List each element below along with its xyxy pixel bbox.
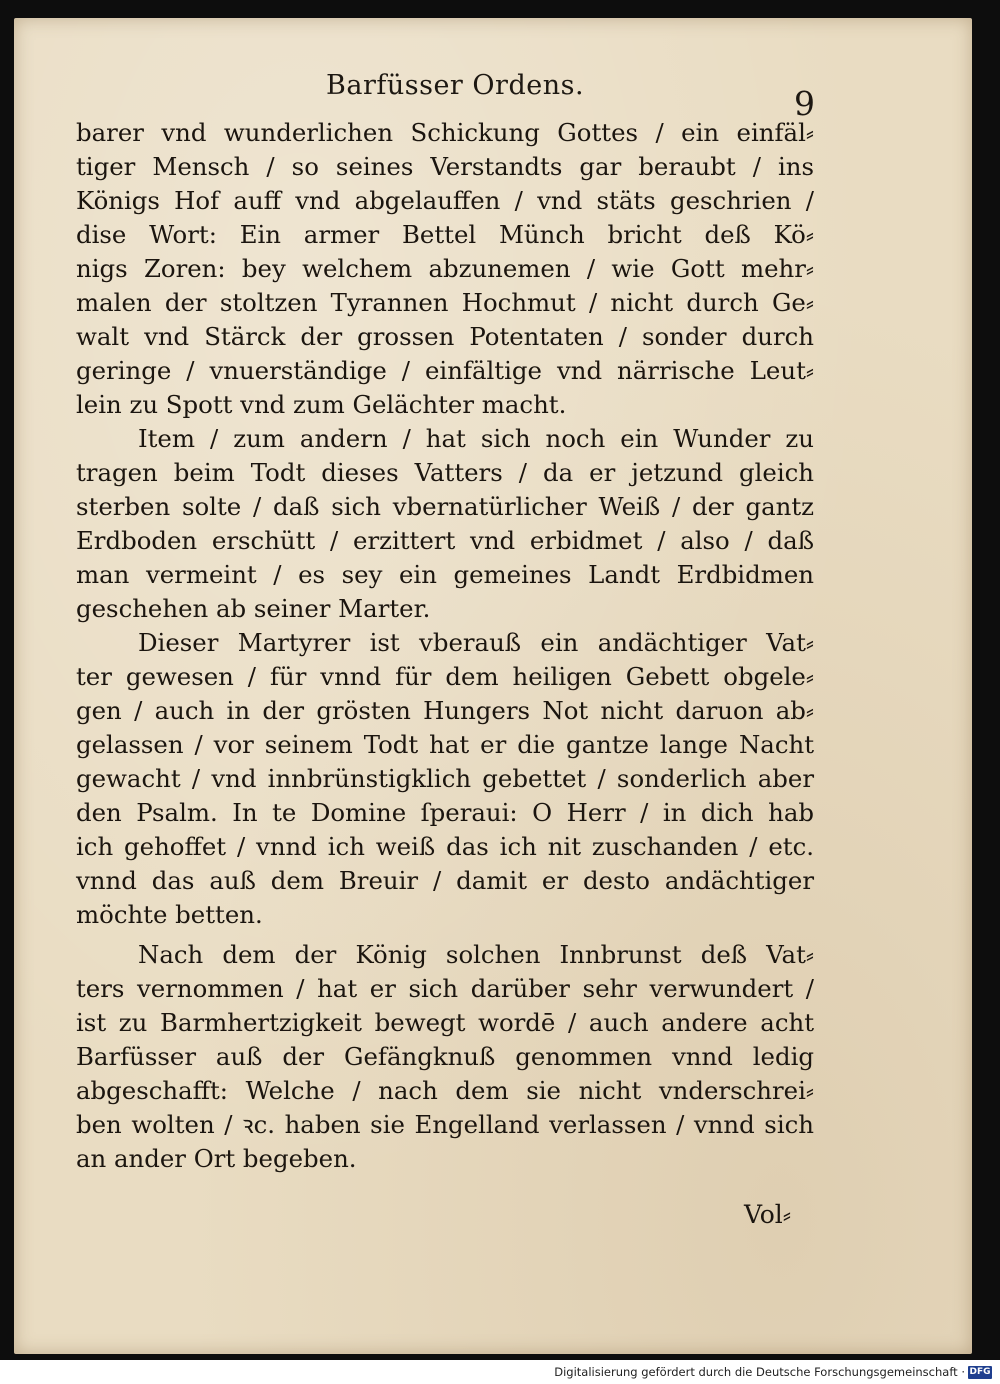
digitization-footer bbox=[554, 1363, 992, 1381]
text-line: ich gehoffet / vnnd ich weiß das ich nit zuschanden / etc. bbox=[76, 832, 814, 861]
dfg-logo: DFG bbox=[969, 1366, 991, 1377]
paragraph-start-line: Nach dem der König solchen Innbrunst deß Vat⸗ bbox=[138, 940, 814, 969]
text-line: gewacht / vnd innbrünstigklich gebettet / sonderlich aber bbox=[76, 764, 814, 793]
text-line: ben wolten / ꝛc. haben sie Engelland verlassen / vnnd sich bbox=[76, 1110, 814, 1139]
text-line: ter gewesen / für vnnd für dem heiligen Gebett obgele⸗ bbox=[76, 662, 814, 691]
text-line: abgeschafft: Welche / nach dem sie nicht vnderschrei⸗ bbox=[76, 1076, 814, 1105]
text-line: geschehen ab seiner Marter. bbox=[76, 594, 431, 623]
text-line: dise Wort: Ein armer Bettel Münch bricht deß Kö⸗ bbox=[76, 220, 814, 249]
funding-credit: Digitalisierung gefördert durch die Deutsche Forschungsgemeinschaft · bbox=[554, 1365, 965, 1379]
text-line: gelassen / vor seinem Todt hat er die gantze lange Nacht bbox=[76, 730, 814, 759]
text-line: Barfüsser auß der Gefängknuß genommen vnnd ledig bbox=[76, 1042, 814, 1071]
text-line: Erdboden erschütt / erzittert vnd erbidmet / also / daß bbox=[76, 526, 814, 555]
text-line: sterben solte / daß sich vbernatürlicher Weiß / der gantz bbox=[76, 492, 814, 521]
book-page bbox=[14, 18, 972, 1354]
text-line: barer vnd wunderlichen Schickung Gottes / ein einfäl⸗ bbox=[76, 118, 814, 147]
text-line: ist zu Barmhertzigkeit bewegt wordē / auch andere acht bbox=[76, 1008, 814, 1037]
body-text bbox=[76, 116, 814, 1176]
text-line: lein zu Spott vnd zum Gelächter macht. bbox=[76, 390, 567, 419]
text-line: malen der stoltzen Tyrannen Hochmut / nicht durch Ge⸗ bbox=[76, 288, 814, 317]
text-line: walt vnd Stärck der grossen Potentaten / sonder durch bbox=[76, 322, 814, 351]
text-line: den Psalm. In te Domine ſperaui: O Herr / in dich hab bbox=[76, 798, 814, 827]
text-line: ters vernommen / hat er sich darüber sehr verwundert / bbox=[76, 974, 814, 1003]
text-line: vnnd das auß dem Breuir / damit er desto andächtiger bbox=[76, 866, 814, 895]
paragraph-start-line: Dieser Martyrer ist vberauß ein andächtiger Vat⸗ bbox=[138, 628, 814, 657]
text-line: gen / auch in der grösten Hungers Not nicht daruon ab⸗ bbox=[76, 696, 814, 725]
text-line: tiger Mensch / so seines Verstandts gar beraubt / ins bbox=[76, 152, 814, 181]
text-line: geringe / vnuerständige / einfältige vnd närrische Leut⸗ bbox=[76, 356, 814, 385]
text-line: Königs Hof auff vnd abgelauffen / vnd stäts geschrien / bbox=[76, 186, 814, 215]
text-line: nigs Zoren: bey welchem abzunemen / wie Gott mehr⸗ bbox=[76, 254, 814, 283]
page-number: 9 bbox=[794, 84, 815, 123]
running-head: Barfüsser Ordens. bbox=[326, 70, 585, 101]
text-line: tragen beim Todt dieses Vatters / da er jetzund gleich bbox=[76, 458, 814, 487]
text-line: möchte betten. bbox=[76, 900, 263, 929]
catchword: Vol⸗ bbox=[744, 1200, 792, 1229]
text-line: an ander Ort begeben. bbox=[76, 1144, 357, 1173]
text-line: man vermeint / es sey ein gemeines Landt Erdbidmen bbox=[76, 560, 814, 589]
paragraph-start-line: Item / zum andern / hat sich noch ein Wunder zu bbox=[138, 424, 814, 453]
